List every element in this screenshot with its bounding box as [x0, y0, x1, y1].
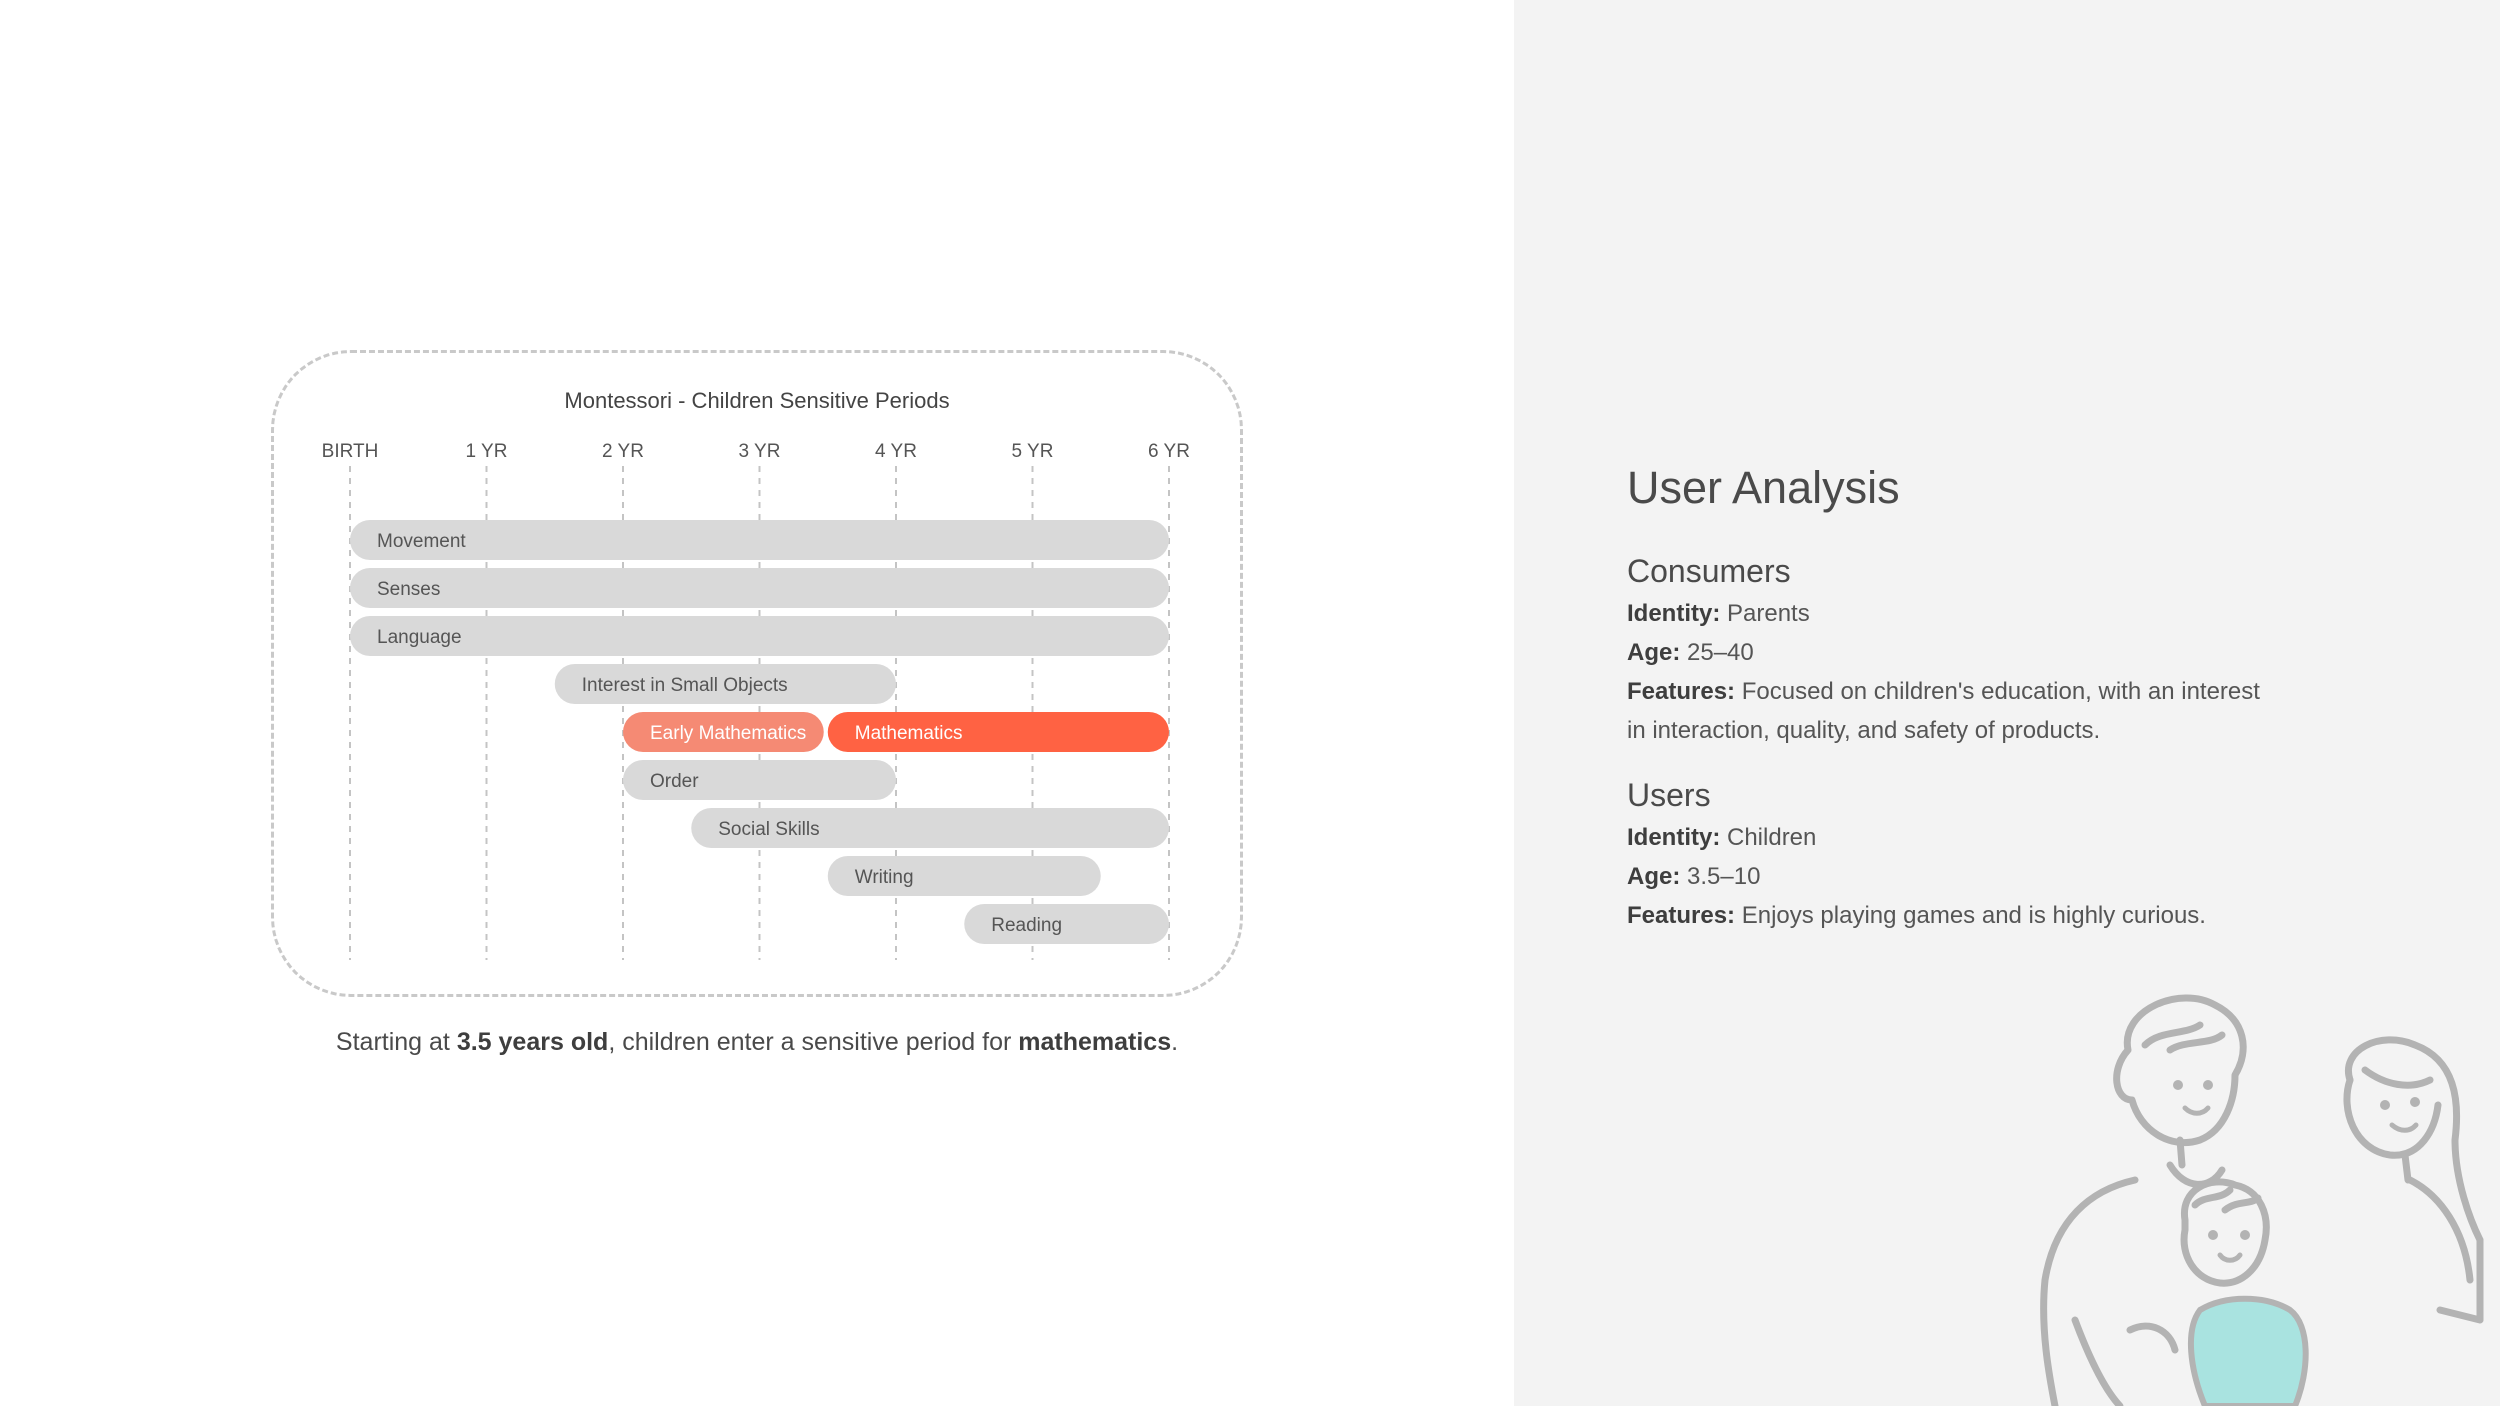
bar-label: Reading	[991, 915, 1063, 936]
consumers-features: Features: Focused on children's education, with an interest in interaction, quality, and safety of products.	[1627, 678, 2260, 744]
bar	[350, 520, 1169, 560]
bar-label: Order	[650, 771, 699, 792]
users-identity: Identity: Children	[1627, 824, 1817, 851]
x-tick-label: 2 YR	[602, 441, 644, 462]
chart-title: Montessori - Children Sensitive Periods	[564, 388, 950, 413]
x-tick-label: BIRTH	[321, 441, 379, 462]
bar	[350, 616, 1169, 656]
bar-label: Movement	[377, 531, 466, 552]
caption-text-1: Starting at	[335, 1028, 457, 1056]
bar-label: Interest in Small Objects	[581, 675, 788, 696]
x-tick-label: 6 YR	[1148, 441, 1190, 462]
sensitive-periods-chart	[271, 350, 1243, 997]
bar-label: Senses	[377, 579, 441, 600]
bar	[350, 568, 1169, 608]
family-illustration-icon	[2010, 990, 2500, 1406]
caption-bold-age: 3.5 years old	[456, 1028, 609, 1056]
users-age: Age: 3.5–10	[1627, 863, 1761, 890]
bar-label: Writing	[854, 867, 914, 888]
x-tick-label: 4 YR	[875, 441, 917, 462]
bar-label: Language	[377, 627, 462, 648]
chart-caption	[271, 1028, 1243, 1057]
caption-text-2: , children enter a sensitive period for	[608, 1028, 1019, 1056]
consumers-identity: Identity: Parents	[1627, 600, 1810, 627]
x-tick-label: 1 YR	[465, 441, 508, 462]
consumers-age: Age: 25–40	[1627, 639, 1754, 666]
bar-label: Mathematics	[854, 723, 963, 744]
bar-label: Early Mathematics	[650, 723, 807, 744]
bar-label: Social Skills	[718, 819, 820, 840]
caption-text-3: .	[1171, 1028, 1179, 1056]
users-features: Features: Enjoys playing games and is highly curious.	[1627, 902, 2206, 929]
analysis-title: User Analysis	[1627, 462, 1900, 513]
caption-bold-subject: mathematics	[1018, 1028, 1172, 1056]
users-heading: Users	[1627, 777, 1711, 813]
consumers-heading: Consumers	[1627, 553, 1791, 589]
x-tick-label: 3 YR	[738, 441, 781, 462]
consumers-section	[1627, 553, 2267, 750]
x-tick-label: 5 YR	[1011, 441, 1054, 462]
users-section	[1627, 777, 2267, 935]
